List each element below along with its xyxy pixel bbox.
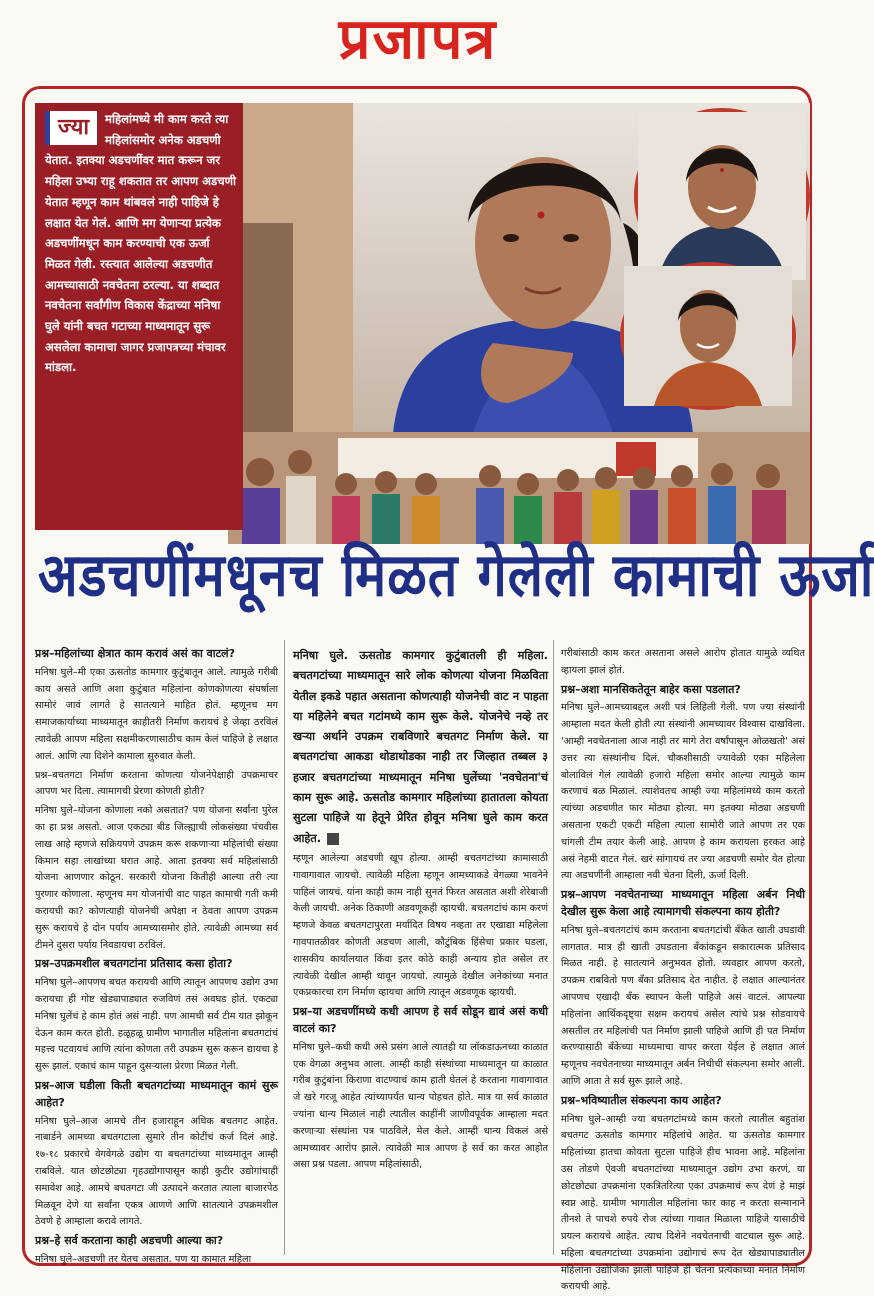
answer: मनिषा घुले–आम्ही ज्या बचतगटांमध्ये काम करतो त्यातील बहुतांश बचतगट ऊसतोड कामगार महिलांचे आहेत. या ऊसतोड कामगार महिलांच्या हातचा कोयता सुटला पाहिजे हीच भावना आहे. महिलांना उस तोडणे ऐवजी बचतगटांच्या माध्यमातून उद्योग उभा करणं, या छोटछोट्या उपक्रमांना एकत्रितरित्या एका उपक्रमाचं रूप देणं हे माझं स्वप्न आहे. ग्रामीण भागातील महिलांना फार काह न करता सन्मानाने तीनशे ते पाचशे रुपये रोज त्यांच्या गावात मिळाला पाहिजे यासाठीचे प्रयत्न करायचे आहेत. त्याच दिशेने नवचेतनाची वाटचाल सुरू आहे. महिला बचतगटांच्या उपक्रमांना उद्योगाचं रूप देत खेड्यापाड्यातील महिलांना उद्योजिका झाली पाहिजे ही चेतना प्रत्येकाच्या मनात निर्माण करायची आहे.: [561, 1113, 805, 1293]
answer: म्हणून आलेल्या अडचणी खूप होत्या. आम्ही बचतगटांच्या कामासाठी गावागावात जायचो. त्यावेळी महिला म्हणून आमच्याकडे वेगळ्या भावनेने पाहिलं जायचं. यांना काही काम नाही सुनतं फिरत असतात अशी शेरेबाजी केली जायची. अनेक ठिकाणी अडवणूकही व्हायची. बचतगटांचं काम करणं म्हणजे केवळ बचतगटापुरता मर्यादित विषय नव्हता तर एखाद्या महिलेला गावपातळीवर कोणती अडचण आली, कौटुंबिक हिंसेचा प्रकार घडला, शासकीय कार्यालयात किंवा इतर कोठे काही अन्याय होत असेल तर त्यावेळी देखील आम्ही धावून जायचो. त्यामुळे देखील अनेकांच्या मनात एकप्रकारचा राग निर्माण व्हायचा आणि त्यातून अडवणूक व्हायची.: [293, 852, 548, 999]
group-illustration: [228, 432, 810, 544]
headline: अडचणींमधूनच मिळत गेलेली कामाची ऊर्जा: [38, 541, 874, 611]
question: प्रश्न–हे सर्व करताना काही अडचणी आल्या का?: [35, 1234, 224, 1248]
answer: मनिषा घुले–बचतगटांचं काम करताना बचतगटांची बँकेत खाती उघडावी लागतात. मात्र ही खाती उघडताना बँकांकडून सकारात्मक प्रतिसाद मिळत नाही. हे सातत्याने अनुभवत होतो. व्यवहार आपण करतो, उपक्रम राबवितो पण बँका प्रतिसाद देत नाहीत. हे लक्षात आल्यानंतर आपणच एखादी बँक स्थापन केली पाहिजे असं वाटलं. आपल्या महिलांना आर्थिकदृष्ट्या सक्षम करायचं असेल त्यांचे प्रश्न सोडवायचे असतील तर महिलांची पत निर्माण झाली पाहिजे आणि ही पत निर्माण करण्यासाठी बँकेच्या माध्यमाचा वापर करता येईल हे लक्षात आलं म्हणूनच नवचेतनाच्या माध्यमातून अर्बन निधीची संकल्पना समोर आली. आणि आता ते सर्व सुरू झाले आहे.: [561, 924, 805, 1087]
inset-portrait-1: [638, 112, 806, 280]
inset-photo-2: [620, 262, 796, 410]
masthead-title: प्रजापत्र: [338, 6, 498, 72]
intro-text: महिलांमध्ये मी काम करते त्या महिलांसमोर अनेक अडचणी येतात. इतक्या अडचणींवर मात करून जर महिला उभ्या राहू शकतात तर आपण अडचणी येतात म्हणून काम थांबवलं नाही पाहिजे हे लक्षात येत गेलं. आणि मग येणाऱ्या प्रत्येक अडचणींमधून काम करण्याची एक ऊर्जा मिळत गेली. रस्त्यात आलेल्या अडचणीत आमच्यासाठी नवचेतना ठरल्या. या शब्दात नवचेतना सर्वांगीण विकास केंद्राच्या मनिषा घुले यांनी बचत गटाच्या माध्यमातून सुरू असलेला कामाचा जागर प्रजापत्रच्या मंचावर मांडला.: [45, 112, 236, 375]
column-divider: [284, 640, 285, 1255]
intro-dropcap: ज्या: [45, 111, 97, 145]
answer: मनिषा घुले–कधी कधी असे प्रसंग आले त्यातही या लॉकडाऊनच्या काळात एक वेगळा अनुभव आला. आम्ही काही संस्थांच्या माध्यमातून या काळात गरीब कुटुंबांना किराणा वाटण्याचं काम हाती घेतलं हे करताना गावागावात जे खरे गरजू आहेत त्यांच्यापर्यंत धान्य पोहचत होते. मात्र या सर्व काळात ज्यांना धान्य मिळालं नाही त्यातील काहींनी जाणीवपूर्वक आम्हाला मदत करणाऱ्या संस्थांना पत्र पाठविले, मेल केले. आम्ही धान्य विकलं असे आमच्यावर आरोप झाले. त्यावेळी मात्र आपण हे सर्व का करत आहोत असा प्रश्न पडला. आपण महिलांसाठी,: [293, 1041, 548, 1171]
question: प्रश्न–अशा मानसिकतेतून बाहेर कसा पडलात?: [561, 682, 741, 696]
answer: मनिषा घुले–आपणच बचत करायची आणि त्यातून आपणच उद्योग उभा करायचा ही गोष्ट खेड्यापाड्यात रुजविणं तसं अवघड होतं. एकट्या मनिषा घुलेंचं हे काम होतं असं नाही. पण आमची सर्व टीम यात झोकून देऊन काम करत होती. हळूहळू ग्रामीण भागातील महिलांना बचतगटांचं महत्त्व पटवायचं आणि त्यांना कोणता तरी उपक्रम सुरू करून द्यायचा हे सुरू झालं. एकाचं काम पाहून दुसऱ्याला प्रेरणा मिळत गेली.: [35, 977, 278, 1073]
masthead: [0, 0, 836, 78]
answer: मनिषा घुले–मी एका ऊसतोड कामगार कुटुंबातून आले. त्यामुळे गरीबी काय असते आणि अशा कुटुंबात महिलांना कोणकोणत्या संघर्षाला सामोरं जावं लागते हे सातत्याने माहित होतं. म्हणूनच मग समाजकार्याच्या माध्यमातून काहीतरी निर्माण करायचं हे जेव्हा ठरविलं त्यावेळी आपण महिला सक्षमीकरणासाठीच काम केलं पाहिजे हे लक्षात आलं. आणि त्या दिशेने कामाला सुरुवात केली.: [35, 666, 278, 762]
inset-photo-1: [634, 108, 810, 284]
column-1: [35, 646, 278, 1265]
lead-text: मनिषा घुले. ऊसतोड कामगार कुटुंबातली ही महिला. बचतगटांच्या माध्यमातून सारे लोक कोणत्या योजना मिळविता येतील इकडे पहात असताना कोणत्याही योजनेची वाट न पाहता या महिलेने बचत गटांमध्ये काम सुरू केले. योजनेचे नव्हे तर खऱ्या अर्थाने उपक्रम राबविणारे बचतगट निर्माण केले. या बचतगटांचा आकडा थोडाथोडका नाही तर जिल्हात तब्बल ३ हजार बचतगटांच्या माध्यमातून मनिषा घुलेंच्या 'नवचेतना'चं काम सुरू आहे. ऊसतोड कामगार महिलांच्या हातातला कोयता सुटला पाहिजे या हेतूने प्रेरित होवून मनिषा घुले काम करत आहेत.: [293, 649, 548, 845]
question: प्रश्न–भविष्यातील संकल्पना काय आहेत?: [561, 1093, 722, 1107]
group-photo: [228, 432, 810, 544]
question: प्रश्न–उपक्रमशील बचतगटांना प्रतिसाद कसा होता?: [35, 957, 233, 971]
answer: गरीबांसाठी काम करत असताना असले आरोप होतात यामुळे व्यथित व्हायला झालं होतं.: [561, 648, 805, 676]
intro-box: [35, 103, 243, 530]
question: प्रश्न–महिलांच्या क्षेत्रात काम करावं असं का वाटलं?: [35, 647, 236, 660]
answer: मनिषा घुले–अडचणी तर येतच असतात. पण या कामात महिला: [35, 1253, 252, 1265]
question: प्रश्न–बचतगटा निर्माण करताना कोणत्या योजनेपेक्षाही उपक्रमाचर आपण भर दिला. त्यामागची प्रेरणा कोणती होती?: [35, 769, 278, 798]
question: प्रश्न–या अडचणींमध्ये कधी आपण हे सर्व सोडून द्यावं असं कधी वाटलं का?: [293, 1005, 548, 1035]
column-2: [293, 646, 548, 1260]
lead-paragraph: [293, 646, 548, 849]
inset-portrait-2: [624, 266, 792, 406]
column-3: [561, 646, 805, 1293]
answer: मनिषा घुले–आज आमचे तीन हजाराहून अधिक बचतगट आहेत. नाबार्डने आमच्या बचतगटाला सुमारे तीन कोटींचं कर्ज दिलं आहे. १७-१८ प्रकारचे वेगवेगळे उद्योग या बचतगटांच्या माध्यमातून आम्ही राबविले. यात छोटछोट्या गृहउद्योगापासून काही कुटीर उद्योगांचाही समावेश आहे. आमचे बचतगटा जी उत्पादने करतात त्याला बाजारपेठ मिळवून देणे या सर्वांना एकत्र आणणे आणि सातत्याने उपक्रमशील ठेवणे हे आम्हाला करावे लागते.: [35, 1115, 278, 1228]
section-marker-icon: [327, 833, 339, 845]
answer: मनिषा घुले–योजना कोणाला नको असतात? पण योजना सर्वांना पुरेल का हा प्रश्न असतो. आज एकट्या बीड जिल्ह्याची लोकसंख्या पंचवीस लाख आहे म्हणजे सक्रियपणे उपक्रम करू शकणाऱ्या महिलांची संख्या किमान सहा लाखांच्या घरात आहे. आता इतक्या सर्व महिलांसाठी योजना आणणार कोठून. सरकारी योजना कितीही आल्या तरी त्या पुरणार कोणाला. म्हणूनच मग योजनांची वाट पाहत कामाची गती कमी करायची का? कोणत्याही योजनेची अपेक्षा न ठेवता आपण उपक्रम सुरू करायचे हे दोन पर्याय आमच्यासमोर होते. त्यावेळी आमच्या सर्व टीमने दुसरा पर्याय निवडायचा ठरविलं.: [35, 805, 278, 951]
question: प्रश्न–आपण नवचेतनाच्या माध्यमातून महिला अर्बन निधी देखील सुरू केला आहे त्यामागची संकल्पना काय होती?: [561, 888, 805, 918]
question: प्रश्न–आज घडीला किती बचतगटांच्या माध्यमातून कामं सुरू आहेत?: [35, 1078, 278, 1109]
answer: मनिषा घुले–आमच्याबद्दल अशी पत्रं लिहिली गेली. पण ज्या संस्थांनी आम्हाला मदत केली होती त्या संस्थांनी आमच्यावर विश्वास दाखविला. 'आम्ही नवचेतनाला आज नाही तर मागे तेरा वर्षांपासून ओळखतो' असं उत्तर त्या संस्थांनीच दिलं. चौकशीसाठी ज्यावेळी एका महिलेला बोलाविलं गेलं त्यावेळी हजारो महिला समोर आल्या त्यामुळे काम करणाचं बळ मिळालं. त्याशेवतच आम्ही ज्या महिलांमध्ये काम करतो त्यांच्या अडचणीत फार मोठ्या होत्या. मग इतक्या मोठ्या अडचणी असताना एकटी एकटी महिला त्याला सामोरी जाते आपण तर एक चांगली टीम तयार केली आहे. आपण हे काम करायला हरकत आहे असं नेहमी वाटत गेलं. खरं सांगायचं तर ज्या अडचणी समोर येत होत्या त्या अडचणींनी आम्हाला नवी चेतना दिली, ऊर्जा दिली.: [561, 702, 805, 882]
column-divider: [553, 640, 554, 1255]
